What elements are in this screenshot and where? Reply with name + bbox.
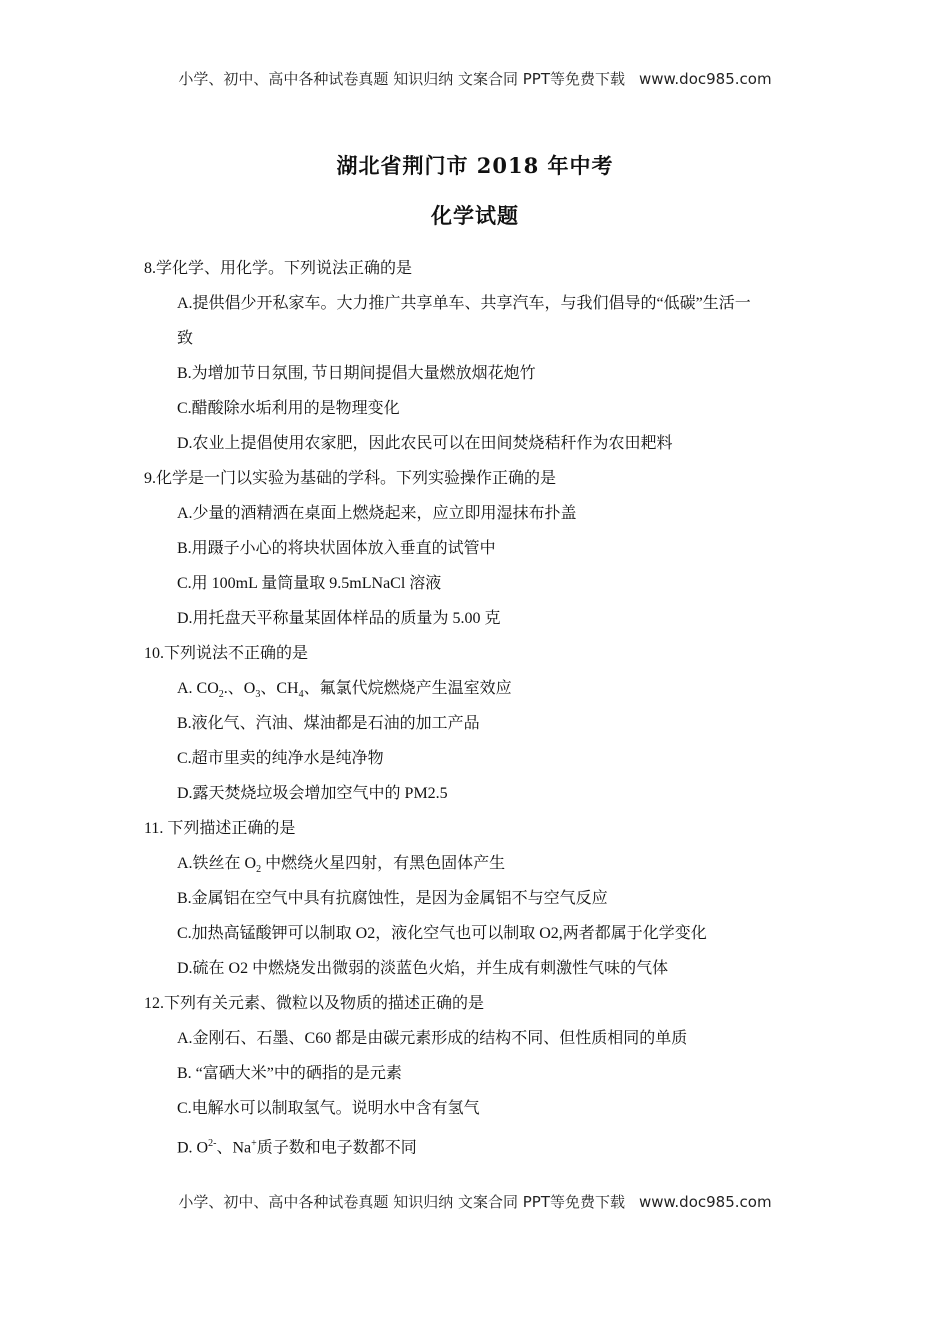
subscript: 2 — [218, 689, 224, 701]
question-12-option-d — [144, 1126, 804, 1161]
question-11-option-c: C.加热高锰酸钾可以制取 O2，液化空气也可以制取 O2,两者都属于化学变化 — [177, 925, 707, 942]
question-10-stem: 10.下列说法不正确的是 — [144, 645, 309, 662]
question-8-option-a: A.提供倡少开私家车。大力推广共享单车、共享汽车，与我们倡导的“低碳”生活一 — [177, 295, 751, 312]
text-run: A. CO — [177, 680, 219, 697]
text-run: A.铁丝在 O — [177, 855, 257, 872]
question-9-stem: 9.化学是一门以实验为基础的学科。下列实验操作正确的是 — [144, 470, 557, 487]
text-run: 中燃绕火星四射，有黑色固体产生 — [261, 855, 506, 872]
question-12-stem: 12.下列有关元素、微粒以及物质的描述正确的是 — [144, 995, 485, 1012]
document-title: 湖北省荆门市 2018 年中考 — [336, 153, 614, 178]
text-run: 质子数和电子数都不同 — [256, 1139, 417, 1157]
text-run: 、氟氯代烷燃烧产生温室效应 — [303, 680, 512, 697]
header-site-link[interactable]: www.doc985.com — [638, 70, 772, 88]
question-8-stem: 8.学化学、用化学。下列说法正确的是 — [144, 260, 413, 277]
footer-site-link[interactable]: www.doc985.com — [638, 1193, 772, 1211]
question-9-option-c: C.用 100mL 量筒量取 9.5mLNaCl 溶液 — [177, 575, 442, 592]
question-11-option-a — [144, 846, 804, 881]
text-run: D. O — [177, 1139, 209, 1157]
question-11-option-d: D.硫在 O2 中燃烧发出微弱的淡蓝色火焰，并生成有刺激性气味的气体 — [177, 960, 669, 977]
superscript: 2- — [208, 1138, 217, 1149]
document-subtitle: 化学试题 — [431, 203, 519, 228]
superscript: + — [251, 1138, 257, 1149]
page-header — [0, 68, 950, 89]
subscript: 2 — [256, 864, 262, 876]
header-text: 小学、初中、高中各种试卷真题 知识归纳 文案合同 PPT等免费下载 — [178, 70, 625, 88]
question-10-option-d: D.露天焚烧垃圾会增加空气中的 PM2.5 — [177, 785, 448, 802]
question-11-stem: 11. 下列描述正确的是 — [144, 820, 296, 837]
page-footer — [0, 1191, 950, 1212]
question-list — [144, 251, 804, 1161]
question-12-option-c: C.电解水可以制取氢气。说明水中含有氢气 — [177, 1100, 480, 1117]
text-run: 、Na — [216, 1139, 252, 1157]
question-10-option-b: B.液化气、汽油、煤油都是石油的加工产品 — [177, 715, 480, 732]
subscript: 3 — [255, 689, 261, 701]
text-run: 、CH — [260, 680, 299, 697]
question-10-option-c: C.超市里卖的纯净水是纯净物 — [177, 750, 384, 767]
question-8-option-c: C.醋酸除水垢利用的是物理变化 — [177, 400, 400, 417]
question-11-option-b: B.金属铝在空气中具有抗腐蚀性，是因为金属铝不与空气反应 — [177, 890, 608, 907]
question-8-option-d: D.农业上提倡使用农家肥，因此农民可以在田间焚烧秸秆作为农田耙料 — [177, 435, 673, 452]
text-run: .、O — [223, 680, 256, 697]
question-10-option-a — [144, 671, 804, 706]
footer-text: 小学、初中、高中各种试卷真题 知识归纳 文案合同 PPT等免费下载 — [178, 1193, 625, 1211]
question-9-option-b: B.用蹑子小心的将块状固体放入垂直的试管中 — [177, 540, 496, 557]
question-12-option-b: B. “富硒大米”中的硒指的是元素 — [177, 1065, 402, 1082]
question-9-option-d: D.用托盘天平称量某固体样品的质量为 5.00 克 — [177, 610, 501, 627]
question-8-option-a-continued: 致 — [177, 330, 194, 347]
question-8-option-b: B.为增加节日氛围, 节日期间提倡大量燃放烟花炮竹 — [177, 365, 536, 382]
question-12-option-a: A.金刚石、石墨、C60 都是由碳元素形成的结构不同、但性质相同的单质 — [177, 1030, 688, 1047]
subscript: 4 — [298, 689, 304, 701]
question-9-option-a: A.少量的酒精洒在桌面上燃烧起来，应立即用湿抹布扑盖 — [177, 505, 577, 522]
